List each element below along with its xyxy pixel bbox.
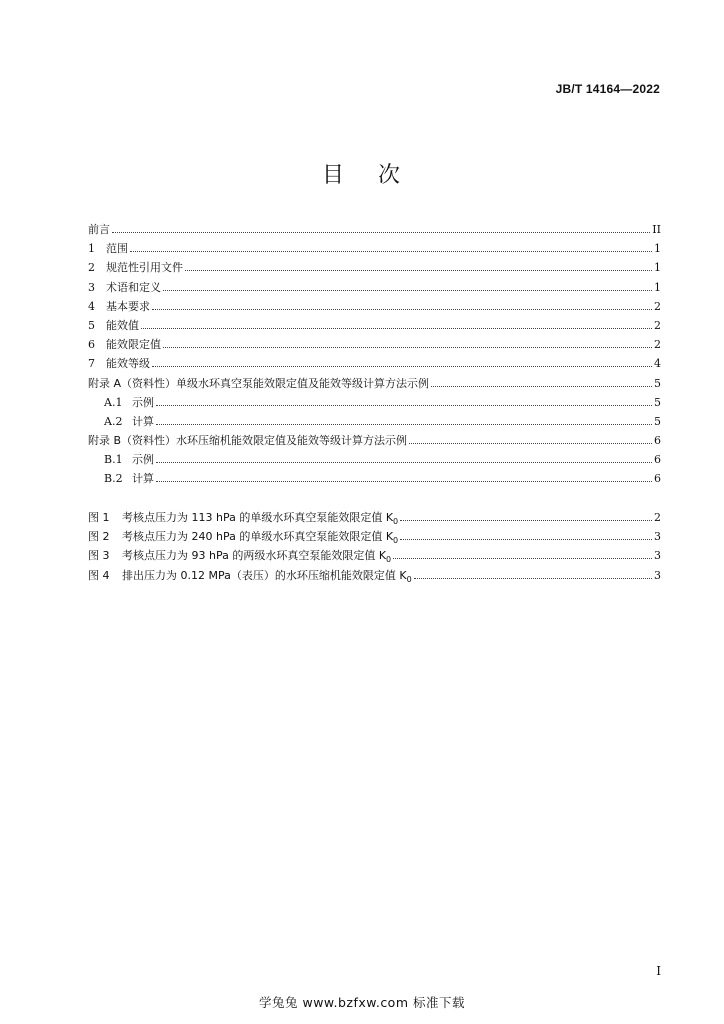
toc-entry-page: 6 [654, 472, 661, 486]
figure-list [88, 508, 661, 585]
figure-page: 3 [654, 530, 661, 544]
toc-entry-page: 2 [654, 299, 661, 313]
toc-entry-number: 3 [88, 280, 95, 294]
toc-title [0, 158, 724, 189]
toc-entry-label: 示例 [132, 395, 154, 409]
toc-entry-number: 1 [88, 242, 95, 256]
leader-dots [141, 327, 652, 329]
toc-entry-page: 2 [654, 338, 661, 352]
toc-entry-number: 2 [88, 261, 95, 275]
toc-entry[interactable] [88, 412, 661, 431]
toc-entry-annex[interactable] [88, 374, 661, 393]
toc-list [88, 220, 661, 489]
toc-entry-label: 计算 [132, 414, 154, 428]
toc-entry[interactable] [88, 316, 661, 335]
toc-entry-page: 1 [654, 280, 661, 294]
toc-entry-label: 示例 [132, 453, 154, 467]
leader-dots [400, 519, 652, 521]
toc-entry-number: A.2 [104, 414, 123, 428]
toc-entry-label: 基本要求 [106, 299, 150, 313]
toc-entry-label: 术语和定义 [106, 280, 161, 294]
toc-entry-label: 附录 A（资料性）单级水环真空泵能效限定值及能效等级计算方法示例 [88, 376, 430, 390]
toc-entry[interactable] [88, 297, 661, 316]
toc-entry-number: 4 [88, 299, 95, 313]
figure-number: 图 3 [88, 549, 110, 563]
figure-page: 3 [654, 568, 661, 582]
figure-number: 图 4 [88, 568, 110, 582]
toc-entry-page: II [652, 223, 661, 236]
toc-entry[interactable] [88, 450, 661, 469]
toc-entry-page: 5 [654, 395, 661, 409]
toc-entry-number: 6 [88, 338, 95, 352]
toc-entry-page: 4 [654, 357, 661, 371]
toc-entry-label: 能效限定值 [106, 338, 161, 352]
leader-dots [163, 346, 652, 348]
figure-label: 考核点压力为 240 hPa 的单级水环真空泵能效限定值 $K_0$ [122, 530, 399, 546]
toc-entry-label: 规范性引用文件 [106, 261, 183, 275]
toc-entry-page: 5 [654, 376, 661, 390]
toc-entry-page: 2 [654, 318, 661, 332]
toc-entry-label: 能效等级 [106, 357, 150, 371]
toc-entry[interactable] [88, 469, 661, 488]
leader-dots [409, 442, 652, 444]
toc-entry-label: 范围 [106, 242, 128, 256]
toc-entry-number: 7 [88, 357, 95, 371]
leader-dots [156, 461, 652, 463]
toc-entry-number: A.1 [104, 395, 123, 409]
leader-dots [156, 480, 652, 482]
toc-title-right: 次 [378, 163, 403, 188]
leader-dots [431, 385, 652, 387]
toc-entry-label: 附录 B（资料性）水环压缩机能效限定值及能效等级计算方法示例 [88, 434, 408, 448]
toc-entry-number: 5 [88, 318, 95, 332]
leader-dots [163, 289, 652, 291]
toc-entry-annex[interactable] [88, 431, 661, 450]
toc-entry-page: 5 [654, 414, 661, 428]
toc-entry[interactable] [88, 258, 661, 277]
figure-label: 考核点压力为 113 hPa 的单级水环真空泵能效限定值 $K_0$ [122, 511, 399, 527]
toc-entry-label: 能效值 [106, 318, 139, 332]
toc-entry-number: B.2 [104, 472, 123, 486]
figure-entry[interactable] [88, 546, 661, 565]
figure-entry[interactable] [88, 527, 661, 546]
leader-dots [152, 365, 652, 367]
toc-entry-page: 1 [654, 261, 661, 275]
toc-entry[interactable] [88, 239, 661, 258]
page-number: I [656, 964, 661, 978]
leader-dots [112, 231, 650, 233]
toc-entry-page: 1 [654, 242, 661, 256]
figure-number: 图 1 [88, 511, 110, 524]
toc-entry-number: B.1 [104, 453, 123, 467]
figure-label: 排出压力为 0.12 MPa（表压）的水环压缩机能效限定值 $K_0$ [122, 568, 412, 584]
leader-dots [400, 538, 652, 540]
toc-entry-page: 6 [654, 453, 661, 467]
toc-entry[interactable] [88, 354, 661, 373]
standard-code: JB/T 14164—2022 [555, 82, 660, 96]
toc-entry-label: 计算 [132, 472, 154, 486]
toc-entry[interactable] [88, 220, 661, 239]
leader-dots [156, 404, 652, 406]
toc-entry[interactable] [88, 278, 661, 297]
leader-dots [156, 423, 652, 425]
figure-number: 图 2 [88, 530, 110, 544]
figure-entry[interactable] [88, 508, 661, 527]
footer-watermark[interactable]: 学兔兔 www.bzfxw.com 标准下载 [259, 995, 465, 1010]
toc-title-left: 目 [321, 163, 346, 188]
figure-page: 2 [654, 511, 661, 524]
figure-page: 3 [654, 549, 661, 563]
toc-entry-label: 前言 [88, 223, 110, 236]
toc-entry-page: 6 [654, 434, 661, 448]
leader-dots [185, 269, 652, 271]
figure-label: 考核点压力为 93 hPa 的两级水环真空泵能效限定值 $K_0$ [122, 549, 392, 565]
leader-dots [393, 557, 652, 559]
leader-dots [414, 577, 652, 579]
toc-entry[interactable] [88, 393, 661, 412]
leader-dots [152, 308, 652, 310]
toc-entry[interactable] [88, 335, 661, 354]
figure-entry[interactable] [88, 566, 661, 585]
leader-dots [130, 250, 652, 252]
